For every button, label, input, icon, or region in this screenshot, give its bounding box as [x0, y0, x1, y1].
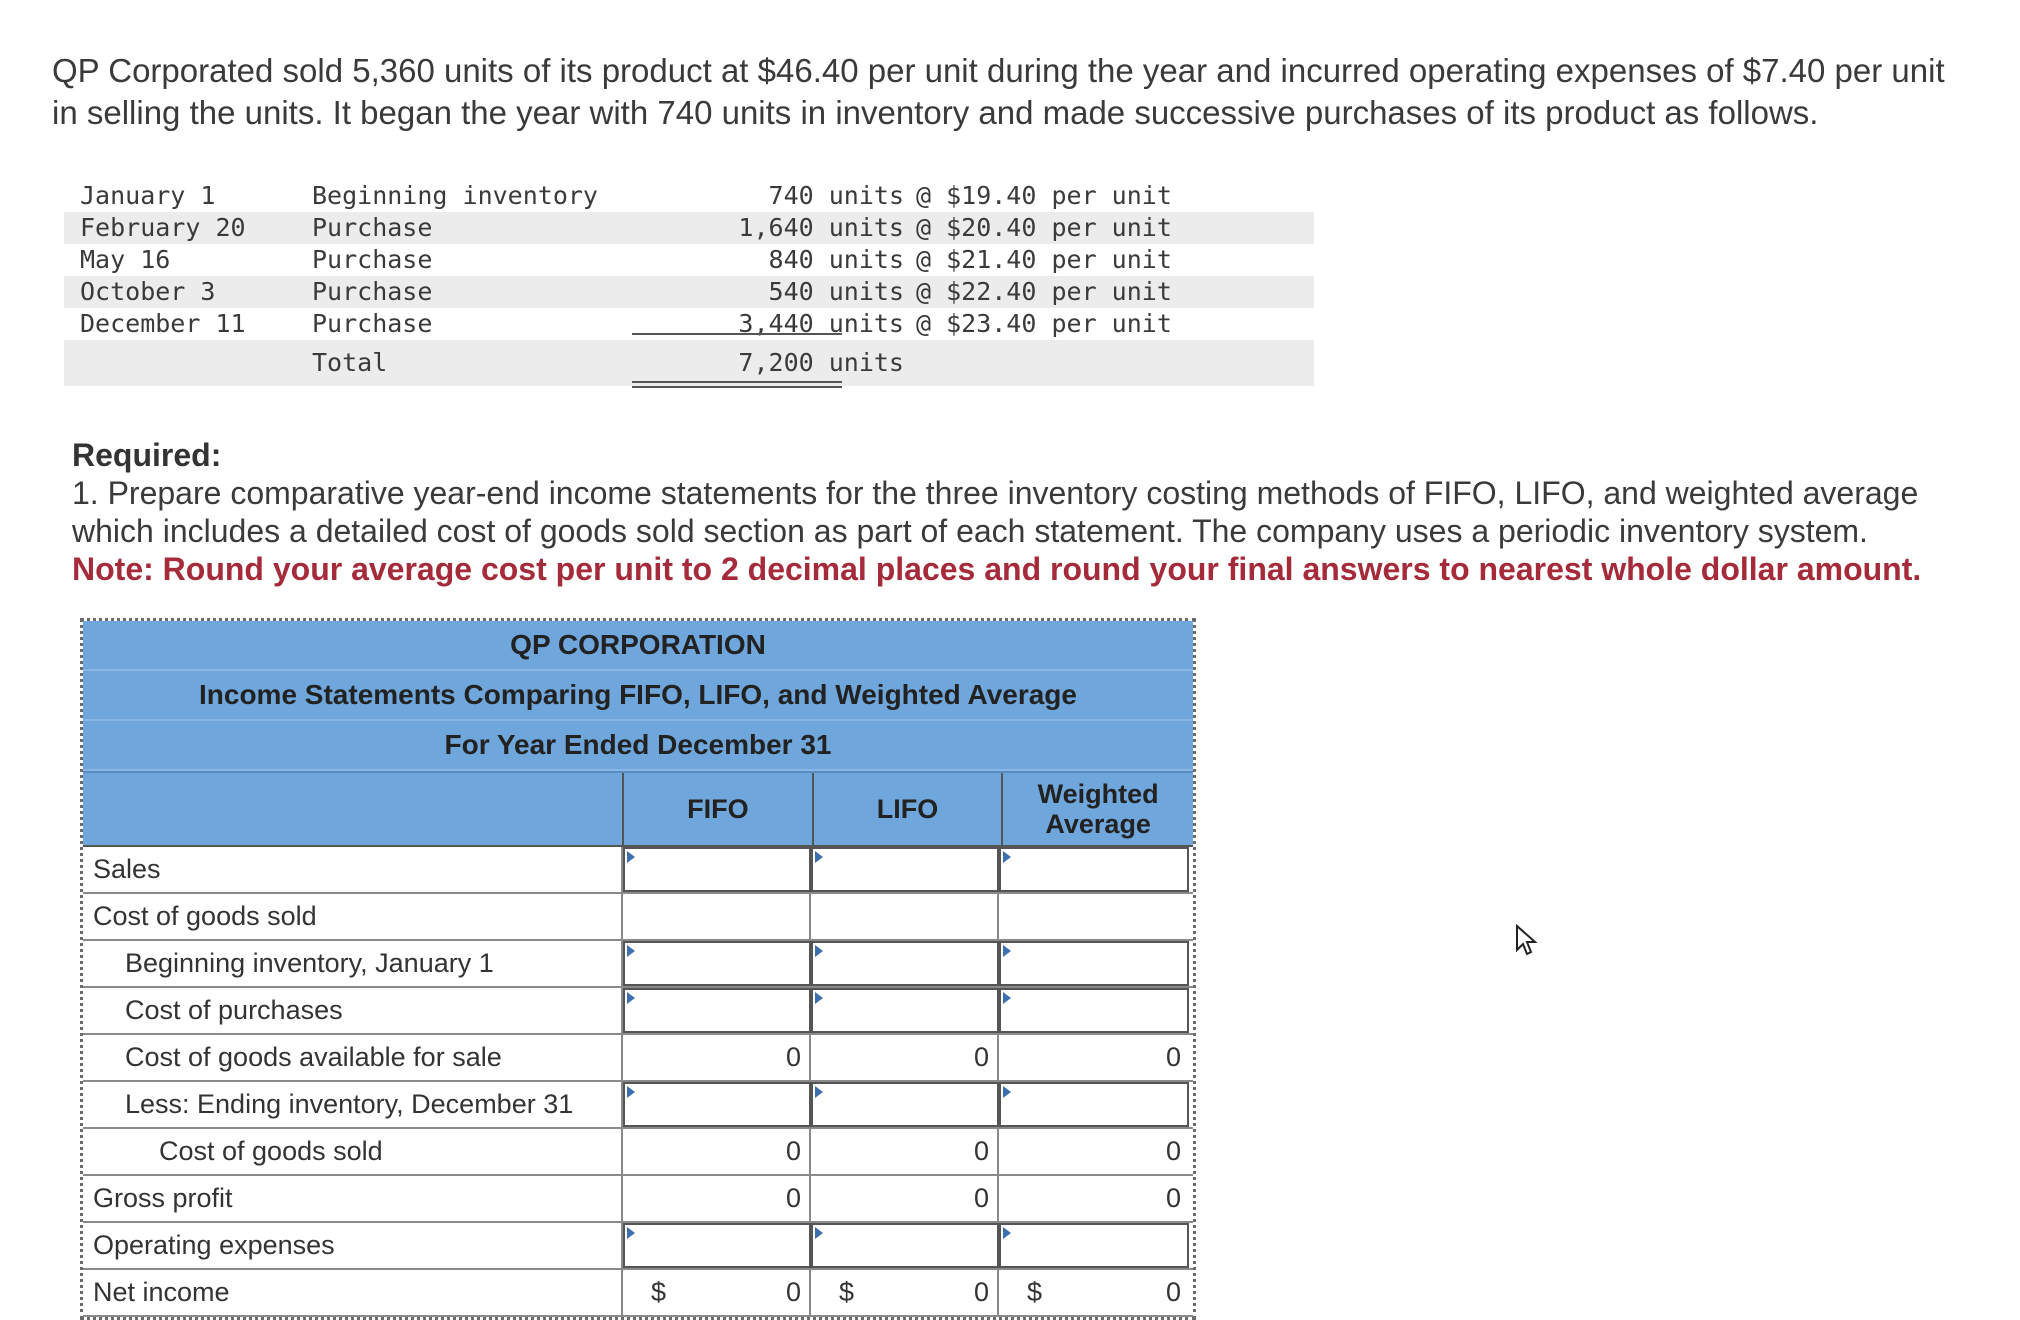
- row-label: Beginning inventory, January 1: [83, 941, 623, 986]
- net-income-weighted-value: [999, 1270, 1189, 1315]
- purchase-type: Beginning inventory: [312, 181, 598, 210]
- purchase-price: @ $21.40 per unit: [916, 245, 1172, 274]
- beginning-inventory-lifo-input[interactable]: [811, 941, 999, 986]
- purchase-units: 1,640 units: [738, 213, 904, 242]
- statement-title: Income Statements Comparing FIFO, LIFO, and Weighted Average: [83, 671, 1193, 721]
- purchase-row: [64, 180, 1314, 212]
- net-income-lifo-amount: 0: [973, 1277, 989, 1307]
- cost-of-purchases-weighted-input[interactable]: [999, 988, 1189, 1033]
- sales-fifo-input[interactable]: [623, 847, 811, 892]
- net-income-fifo-amount: 0: [785, 1277, 801, 1307]
- purchase-units: 840 units: [768, 245, 904, 274]
- purchase-units: 540 units: [768, 277, 904, 306]
- cogs-lifo-value: 0: [811, 1129, 999, 1174]
- row-goods-available: [83, 1035, 1193, 1082]
- ending-inventory-fifo-input[interactable]: [623, 1082, 811, 1127]
- rounding-note: Note: Round your average cost per unit to 2 decimal places and round your final answers to nearest whole dollar amount.: [72, 551, 1922, 587]
- row-label: Operating expenses: [83, 1223, 623, 1268]
- purchase-date: January 1: [80, 181, 216, 210]
- problem-statement: QP Corporated sold 5,360 units of its product at $46.40 per unit during the year and incurred operating expenses of $7.40 per unit in selling the units. It began the year with 740 units in inventory and made successive purchases of its product as follows.: [52, 52, 1945, 131]
- row-cogs-header: [83, 894, 1193, 941]
- row-sales: [83, 847, 1193, 894]
- column-header-fifo: FIFO: [624, 773, 814, 845]
- purchase-total-label: Total: [312, 348, 388, 377]
- required-item: 1. Prepare comparative year-end income statements for the three inventory costing methods of FIFO, LIFO, and weighted average which includes a detailed cost of goods sold section as part of each statement. The company uses a periodic inventory system.: [72, 475, 1919, 549]
- empty-cell: [811, 894, 999, 939]
- cost-of-purchases-lifo-input[interactable]: [811, 988, 999, 1033]
- gross-profit-weighted-value: 0: [1165, 1183, 1181, 1213]
- beginning-inventory-fifo-input[interactable]: [623, 941, 811, 986]
- cogs-weighted-value: 0: [1165, 1136, 1181, 1166]
- total-double-underline: [632, 381, 842, 388]
- sales-weighted-input[interactable]: [999, 847, 1189, 892]
- column-header-weighted-average: Weighted Average: [1037, 779, 1159, 839]
- row-operating-expenses: [83, 1223, 1193, 1270]
- gross-profit-fifo-value: 0: [623, 1176, 811, 1221]
- purchase-row: [64, 244, 1314, 276]
- required-section: [72, 436, 1972, 588]
- net-income-fifo-value: [623, 1270, 811, 1315]
- purchase-row: [64, 276, 1314, 308]
- total-underline: [632, 333, 842, 335]
- purchase-type: Purchase: [312, 277, 433, 306]
- purchase-price: @ $20.40 per unit: [916, 213, 1172, 242]
- net-income-lifo-value: [811, 1270, 999, 1315]
- row-beginning-inventory: [83, 941, 1193, 988]
- operating-expenses-lifo-input[interactable]: [811, 1223, 999, 1268]
- income-statement-worksheet: [80, 618, 1196, 1320]
- purchase-date: May 16: [80, 245, 171, 274]
- currency-symbol: $: [651, 1277, 667, 1307]
- cost-of-purchases-fifo-input[interactable]: [623, 988, 811, 1033]
- row-label: Cost of purchases: [83, 988, 623, 1033]
- purchase-price: @ $22.40 per unit: [916, 277, 1172, 306]
- purchase-units: 740 units: [768, 181, 904, 210]
- purchase-type: Purchase: [312, 245, 433, 274]
- purchase-total-row: [64, 340, 1314, 386]
- ending-inventory-lifo-input[interactable]: [811, 1082, 999, 1127]
- goods-available-fifo-value: 0: [623, 1035, 811, 1080]
- row-label: Cost of goods sold: [83, 894, 623, 939]
- row-label: Cost of goods sold: [83, 1129, 623, 1174]
- required-title: Required:: [72, 437, 222, 473]
- purchase-price: @ $23.40 per unit: [916, 309, 1172, 338]
- ending-inventory-weighted-input[interactable]: [999, 1082, 1189, 1127]
- purchase-price: @ $19.40 per unit: [916, 181, 1172, 210]
- currency-symbol: $: [1027, 1277, 1043, 1307]
- goods-available-lifo-value: 0: [811, 1035, 999, 1080]
- purchase-row: [64, 308, 1314, 340]
- purchase-row: [64, 212, 1314, 244]
- row-cost-of-purchases: [83, 988, 1193, 1035]
- row-label: Less: Ending inventory, December 31: [83, 1082, 623, 1127]
- gross-profit-lifo-value: 0: [811, 1176, 999, 1221]
- currency-symbol: $: [839, 1277, 855, 1307]
- row-label: Cost of goods available for sale: [83, 1035, 623, 1080]
- cogs-fifo-value: 0: [623, 1129, 811, 1174]
- sales-lifo-input[interactable]: [811, 847, 999, 892]
- empty-cell: [999, 894, 1189, 939]
- statement-header: [83, 621, 1193, 773]
- purchase-units: 3,440 units: [738, 309, 904, 338]
- net-income-weighted-amount: 0: [1165, 1277, 1181, 1307]
- column-headers: [83, 773, 1193, 847]
- company-name: QP CORPORATION: [83, 621, 1193, 671]
- statement-period: For Year Ended December 31: [83, 721, 1193, 771]
- purchase-date: October 3: [80, 277, 216, 306]
- purchase-type: Purchase: [312, 309, 433, 338]
- row-gross-profit: [83, 1176, 1193, 1223]
- mouse-pointer-icon: [1515, 924, 1539, 961]
- row-label: Gross profit: [83, 1176, 623, 1221]
- purchase-total-units: 7,200 units: [738, 348, 904, 377]
- beginning-inventory-weighted-input[interactable]: [999, 941, 1189, 986]
- operating-expenses-weighted-input[interactable]: [999, 1223, 1189, 1268]
- label-column-header: [83, 773, 624, 845]
- purchase-date: December 11: [80, 309, 246, 338]
- operating-expenses-fifo-input[interactable]: [623, 1223, 811, 1268]
- row-label: Sales: [83, 847, 623, 892]
- column-header-lifo: LIFO: [814, 773, 1004, 845]
- row-label: Net income: [83, 1270, 623, 1315]
- purchase-date: February 20: [80, 213, 246, 242]
- empty-cell: [623, 894, 811, 939]
- row-cogs: [83, 1129, 1193, 1176]
- row-ending-inventory: [83, 1082, 1193, 1129]
- purchase-type: Purchase: [312, 213, 433, 242]
- purchases-table: [64, 180, 1314, 386]
- goods-available-weighted-value: 0: [1165, 1042, 1181, 1072]
